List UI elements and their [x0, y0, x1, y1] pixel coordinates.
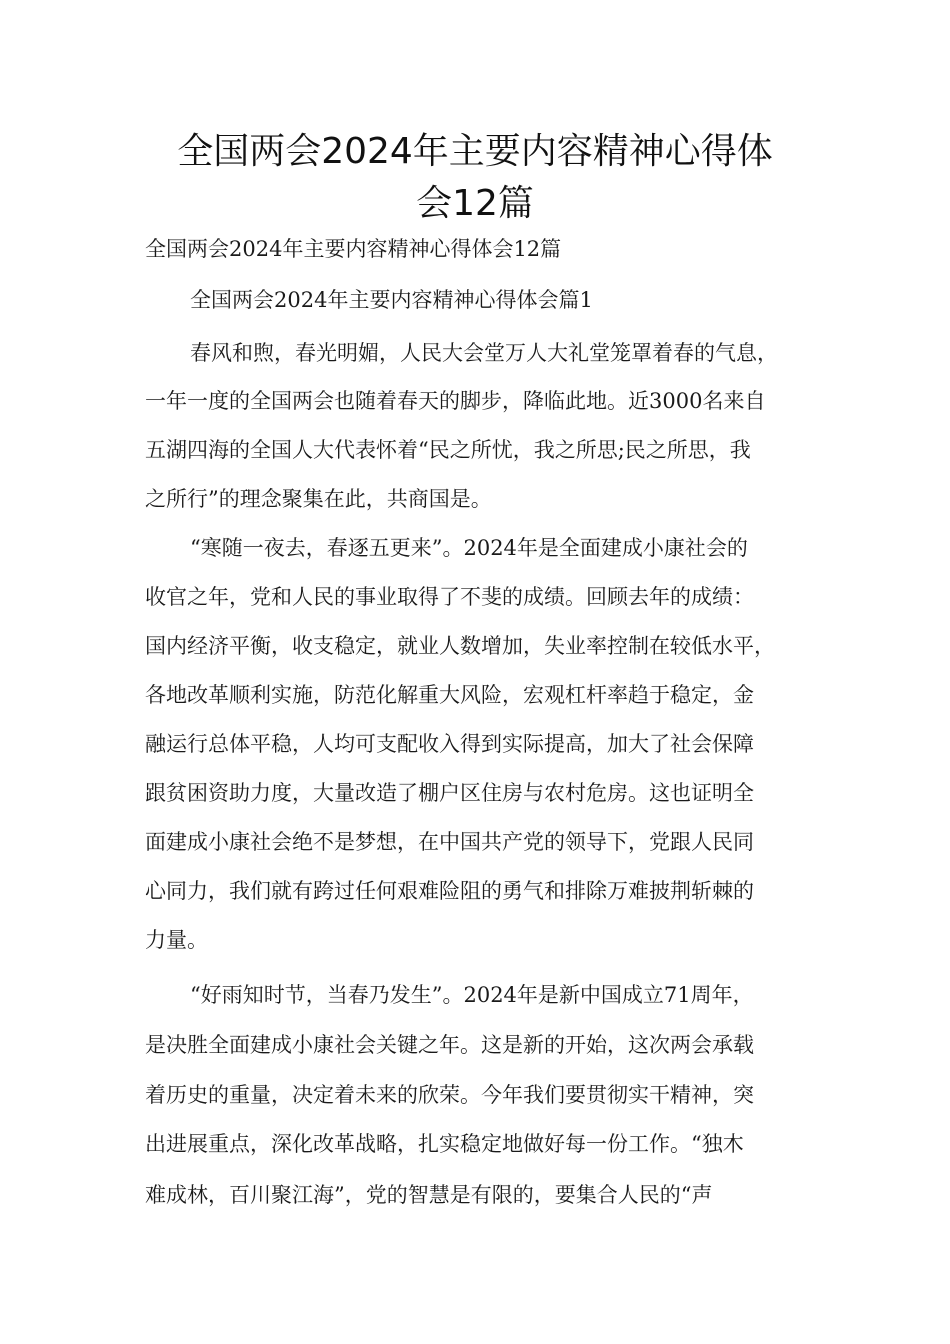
- paragraph-line: 跟贫困资助力度，大量改造了棚户区住房与农村危房。这也证明全: [145, 781, 754, 805]
- paragraph-line: “寒随一夜去，春逐五更来”。2024年是全面建成小康社会的: [190, 536, 748, 560]
- paragraph-line: 是决胜全面建成小康社会关键之年。这是新的开始，这次两会承载: [145, 1033, 754, 1057]
- section-heading: 全国两会2024年主要内容精神心得体会篇1: [190, 288, 593, 312]
- paragraph-line: 国内经济平衡，收支稳定，就业人数增加，失业率控制在较低水平，: [145, 634, 775, 658]
- paragraph-line: 着历史的重量，决定着未来的欣荣。今年我们要贯彻实干精神，突: [145, 1083, 754, 1107]
- paragraph-line: 面建成小康社会绝不是梦想，在中国共产党的领导下，党跟人民同: [145, 830, 754, 854]
- paragraph-line: 力量。: [145, 928, 208, 952]
- paragraph-line: 一年一度的全国两会也随着春天的脚步，降临此地。近3000名来自: [145, 389, 766, 413]
- paragraph-line: 收官之年，党和人民的事业取得了不斐的成绩。回顾去年的成绩：: [145, 585, 754, 609]
- paragraph-line: 春风和煦，春光明媚，人民大会堂万人大礼堂笼罩着春的气息，: [190, 341, 778, 365]
- paragraph-line: 各地改革顺利实施，防范化解重大风险，宏观杠杆率趋于稳定，金: [145, 683, 754, 707]
- paragraph-line: 心同力，我们就有跨过任何艰难险阻的勇气和排除万难披荆斩棘的: [145, 879, 754, 903]
- paragraph-line: 难成林，百川聚江海”，党的智慧是有限的，要集合人民的“声: [145, 1183, 713, 1207]
- paragraph-line: 融运行总体平稳，人均可支配收入得到实际提高，加大了社会保障: [145, 732, 754, 756]
- subtitle-line: 全国两会2024年主要内容精神心得体会12篇: [145, 237, 562, 261]
- paragraph-line: “好雨知时节，当春乃发生”。2024年是新中国成立71周年，: [190, 983, 754, 1007]
- paragraph-line: 之所行”的理念聚集在此，共商国是。: [145, 487, 492, 511]
- document-title-line-1: 全国两会2024年主要内容精神心得体: [177, 131, 773, 172]
- paragraph-line: 五湖四海的全国人大代表怀着“民之所忧，我之所思;民之所思，我: [145, 438, 751, 462]
- document-title-line-2: 会12篇: [416, 183, 534, 224]
- paragraph-line: 出进展重点，深化改革战略，扎实稳定地做好每一份工作。“独木: [145, 1132, 744, 1156]
